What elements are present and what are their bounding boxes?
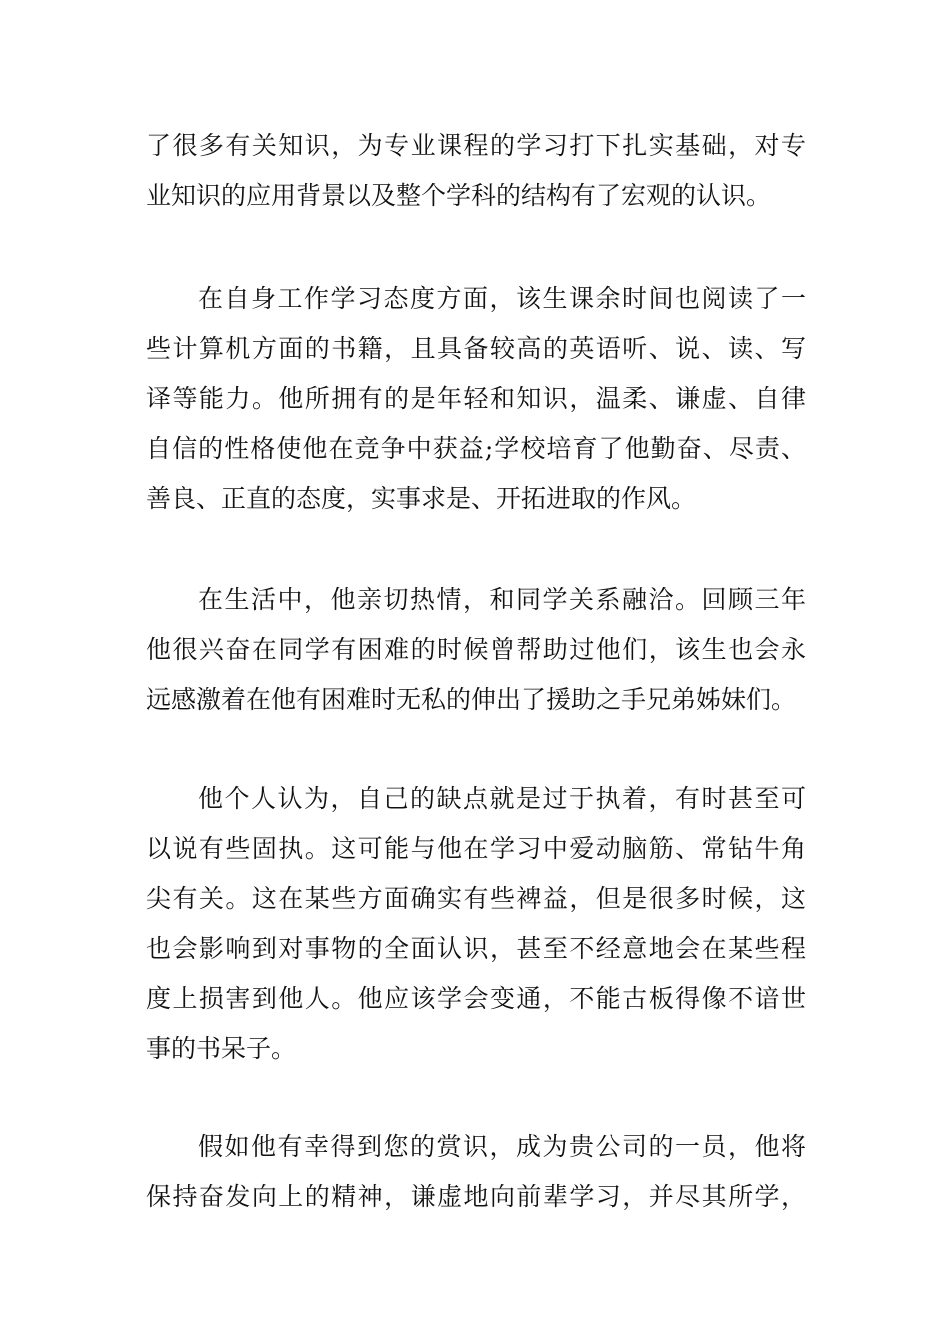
text-line: 了很多有关知识，为专业课程的学习打下扎实基础，对专: [146, 131, 806, 160]
text-line: 他很兴奋在同学有困难的时候曾帮助过他们，该生也会永: [146, 635, 806, 664]
text-line: 善良、正直的态度，实事求是、开拓进取的作风。: [146, 484, 697, 513]
text-line: 也会影响到对事物的全面认识，甚至不经意地会在某些程: [146, 934, 806, 963]
text-line: 些计算机方面的书籍，且具备较高的英语听、说、读、写: [146, 334, 806, 363]
text-line: 保持奋发向上的精神，谦虚地向前辈学习，并尽其所学，: [146, 1182, 806, 1211]
text-line: 度上损害到他人。他应该学会变通，不能古板得像不谙世: [146, 984, 806, 1013]
text-line: 自信的性格使他在竞争中获益;学校培育了他勤奋、尽责、: [146, 434, 806, 463]
text-line: 业知识的应用背景以及整个学科的结构有了宏观的认识。: [146, 181, 772, 210]
text-line: 事的书呆子。: [146, 1034, 297, 1063]
text-line: 以说有些固执。这可能与他在学习中爱动脑筋、常钻牛角: [146, 834, 806, 863]
text-line: 远感激着在他有困难时无私的伸出了援助之手兄弟姊妹们。: [146, 685, 797, 714]
text-line: 尖有关。这在某些方面确实有些裨益，但是很多时候，这: [146, 884, 806, 913]
text-line: 他个人认为，自己的缺点就是过于执着，有时甚至可: [198, 784, 806, 813]
text-line: 译等能力。他所拥有的是年轻和知识，温柔、谦虚、自律: [146, 384, 806, 413]
text-line: 在自身工作学习态度方面，该生课余时间也阅读了一: [198, 284, 806, 313]
text-line: 假如他有幸得到您的赏识，成为贵公司的一员，他将: [198, 1132, 806, 1161]
text-line: 在生活中，他亲切热情，和同学关系融洽。回顾三年: [198, 585, 806, 614]
